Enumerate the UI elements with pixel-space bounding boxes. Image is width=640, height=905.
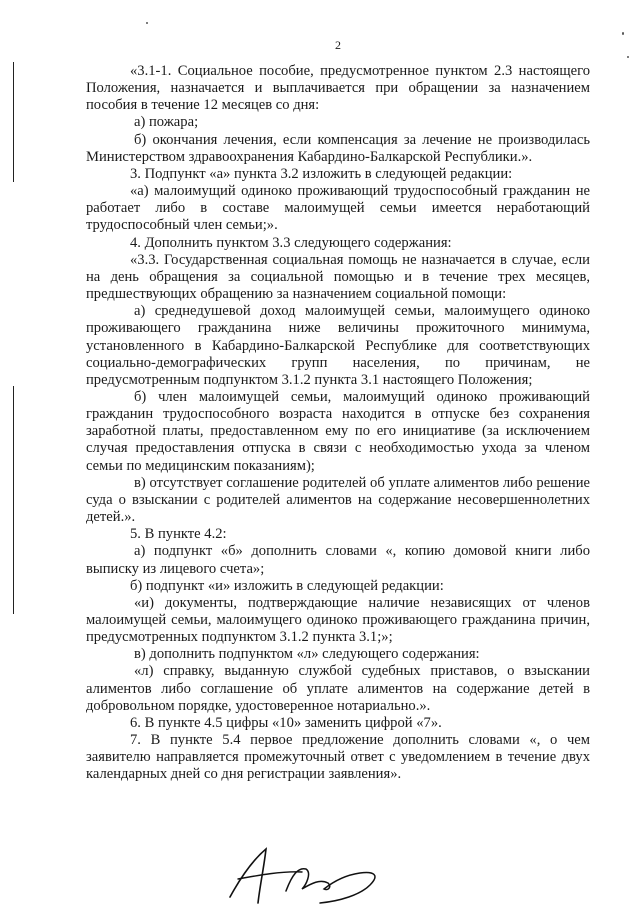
scan-edge-mark xyxy=(13,386,14,614)
scan-edge-mark xyxy=(13,62,14,182)
paragraph-item-b-treatment: б) окончания лечения, если компенсация за лечение не производилась Министерством здравоохранения Кабардино-Балкарской Республики.». xyxy=(86,131,590,165)
paragraph-item-a-fire: а) пожара; xyxy=(134,114,199,131)
paragraph-amendment-4: 4. Дополнить пунктом 3.3 следующего содержания: xyxy=(130,234,452,251)
document-page xyxy=(86,0,590,905)
paragraph-5-a: а) подпункт «б» дополнить словами «, копию домовой книги либо выписку из лицевого счета»; xyxy=(86,543,590,577)
paragraph-5-b-text: «и) документы, подтверждающие наличие независящих от членов малоимущей семьи, малоимущего одиноко проживающего гражданина причин, предусмотренных подпунктом 3.1.2 пункта 3.1;»; xyxy=(86,594,590,646)
paragraph-amendment-6: 6. В пункте 4.5 цифры «10» заменить цифрой «7». xyxy=(130,714,442,731)
paragraph-amendment-3: 3. Подпункт «а» пункта 3.2 изложить в следующей редакции: xyxy=(130,165,513,182)
document-body xyxy=(86,63,590,784)
paragraph-amendment-5: 5. В пункте 4.2: xyxy=(130,526,227,543)
handwritten-signature xyxy=(220,845,390,905)
scan-speck xyxy=(622,32,624,35)
paragraph-3-3-b: б) член малоимущей семьи, малоимущий одиноко проживающий гражданин трудоспособного возраста находится в отпуске без сохранения заработной платы, предоставленном ему по его инициативе (за исключением случая предоставления отпуска в связи с необходимостью ухода за членом семьи по медицинским показаниям); xyxy=(86,388,590,474)
paragraph-3-3-v: в) отсутствует соглашение родителей об уплате алиментов либо решение суда о взыскании с родителей алиментов на содержание несовершеннолетних детей.». xyxy=(86,474,590,526)
paragraph-3-3-a: а) среднедушевой доход малоимущей семьи, малоимущего одиноко проживающего гражданина ниже величины прожиточного минимума, установленного в Кабардино-Балкарской Республике для соответствующих социально-демографических групп населения, по причинам, не предусмотренным подпунктом 3.1.2 пункта 3.1 настоящего Положения; xyxy=(86,303,590,388)
page-number: 2 xyxy=(335,38,341,52)
scan-speck xyxy=(627,56,629,58)
paragraph-subitem-a: «а) малоимущий одиноко проживающий трудоспособный гражданин не работает либо в составе малоимущей семьи имеется неработающий трудоспособный член семьи;». xyxy=(86,183,590,234)
paragraph-3-3: «3.3. Государственная социальная помощь не назначается в случае, если на день обращения за социальной помощью и в течение трех месяцев, предшествующих обращению за назначением социальной помощи: xyxy=(86,251,590,303)
paragraph-5-b: б) подпункт «и» изложить в следующей редакции: xyxy=(130,577,444,594)
paragraph-5-v-text: «л) справку, выданную службой судебных приставов, о взыскании алиментов либо соглашение об уплате алиментов на содержание детей в добровольном порядке, удостоверенное нотариально.». xyxy=(86,663,590,714)
paragraph-5-v: в) дополнить подпунктом «л» следующего содержания: xyxy=(134,646,480,663)
paragraph-3-1-1: «3.1-1. Социальное пособие, предусмотренное пунктом 2.3 настоящего Положения, назначается и выплачивается при обращении за назначением пособия в течение 12 месяцев со дня: xyxy=(86,63,590,114)
paragraph-amendment-7: 7. В пункте 5.4 первое предложение дополнить словами «, о чем заявителю направляется промежуточный ответ с уведомлением в течение двух календарных дней со дня регистрации заявления». xyxy=(86,732,590,783)
